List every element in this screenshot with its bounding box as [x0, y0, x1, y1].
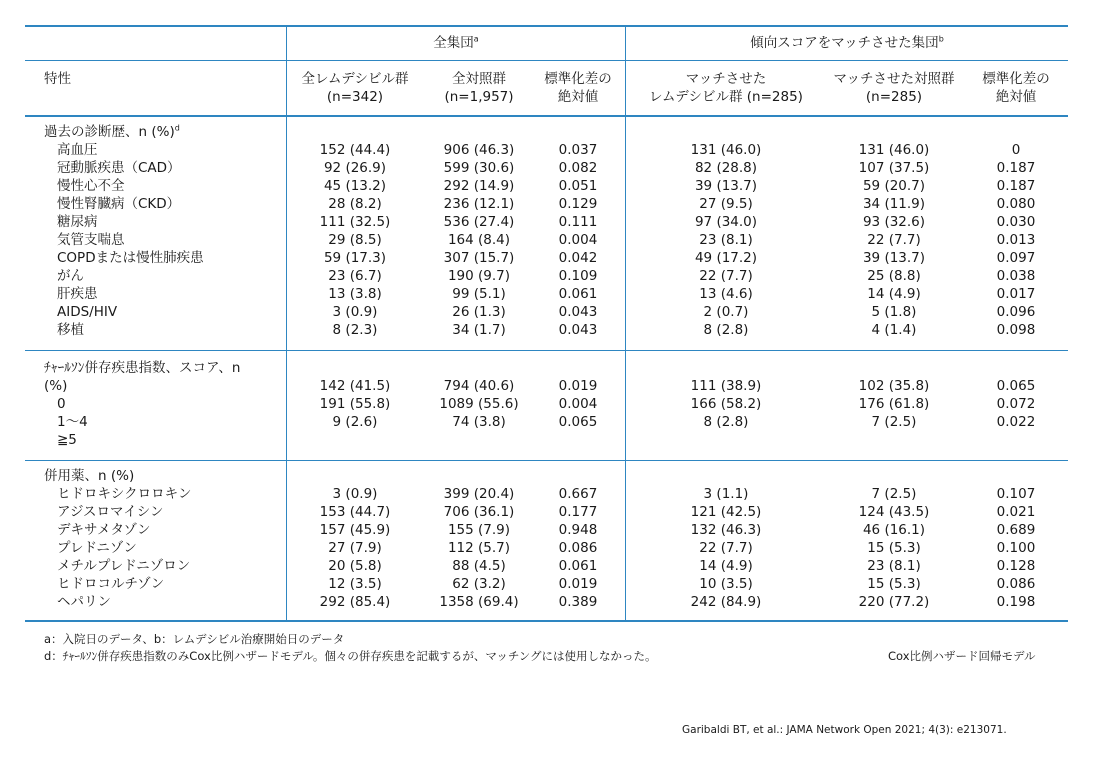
col-matched-remdesivir-line1: マッチさせた	[685, 71, 767, 87]
table-cell: 0.061	[558, 286, 598, 302]
table-cell: 0.072	[996, 396, 1036, 412]
col-matched-control-line2: (n=285)	[865, 89, 923, 105]
table-cell: 0.022	[996, 414, 1036, 430]
table-cell: 0.129	[558, 196, 598, 212]
row-label: COPDまたは慢性肺疾患	[57, 250, 204, 266]
col-matched-remdesivir-line2: レムデシビル群 (n=285)	[649, 89, 803, 105]
row-label: 慢性心不全	[57, 178, 125, 194]
row-label: 冠動脈疾患（CAD）	[57, 160, 181, 176]
rule-under-groups	[25, 60, 1068, 61]
table-cell: 121 (42.5)	[690, 504, 762, 520]
col-all-remdesivir-line2: (n=342)	[326, 89, 384, 105]
table-cell: 0.109	[558, 268, 598, 284]
table-cell: 0.177	[558, 504, 598, 520]
rule-top	[25, 25, 1068, 27]
table-cell: 166 (58.2)	[690, 396, 762, 412]
table-cell: 2 (0.7)	[703, 304, 749, 320]
rule-under-header	[25, 115, 1068, 117]
table-cell: 3 (0.9)	[332, 486, 378, 502]
row-label: アジスロマイシン	[57, 504, 164, 520]
table-row	[25, 377, 1068, 395]
table-cell: 46 (16.1)	[862, 522, 926, 538]
table-cell: 155 (7.9)	[447, 522, 511, 538]
table-cell: 152 (44.4)	[319, 142, 391, 158]
table-cell: 0.080	[996, 196, 1036, 212]
table-cell: 20 (5.8)	[328, 558, 382, 574]
group-all-label: 全集団	[433, 35, 474, 51]
row-label: 糖尿病	[57, 214, 98, 230]
table-cell: 22 (7.7)	[699, 268, 753, 284]
table-cell: 0.107	[996, 486, 1036, 502]
table-cell: 132 (46.3)	[690, 522, 762, 538]
row-label: AIDS/HIV	[57, 304, 118, 320]
table-cell: 599 (30.6)	[443, 160, 515, 176]
col-all-smd	[534, 70, 622, 106]
table-cell: 28 (8.2)	[328, 196, 382, 212]
table-cell: 0.037	[558, 142, 598, 158]
table-cell: 23 (8.1)	[699, 232, 753, 248]
table-cell: 236 (12.1)	[443, 196, 515, 212]
table-cell: 536 (27.4)	[443, 214, 515, 230]
col-matched-smd	[964, 70, 1068, 106]
table-cell: 0.065	[558, 414, 598, 430]
table-cell: 39 (13.7)	[862, 250, 926, 266]
table-cell: 14 (4.9)	[867, 286, 921, 302]
table-cell: 0.086	[996, 576, 1036, 592]
row-label: 肝疾患	[57, 286, 98, 302]
table-cell: 1358 (69.4)	[439, 594, 519, 610]
table-row	[25, 177, 1068, 195]
col-all-control-line1: 全対照群	[452, 71, 506, 87]
row-label: がん	[57, 268, 84, 284]
table-cell: 0.111	[558, 214, 598, 230]
table-cell: 0	[1011, 142, 1021, 158]
table-row	[25, 321, 1068, 339]
table-cell: 131 (46.0)	[690, 142, 762, 158]
table-cell: 7 (2.5)	[871, 414, 917, 430]
table-cell: 99 (5.1)	[452, 286, 506, 302]
table-row	[25, 213, 1068, 231]
footnote-right: Cox比例ハザード回帰モデル	[888, 649, 1036, 663]
table-cell: 25 (8.8)	[867, 268, 921, 284]
table-cell: 22 (7.7)	[867, 232, 921, 248]
table-cell: 124 (43.5)	[858, 504, 930, 520]
table-cell: 22 (7.7)	[699, 540, 753, 556]
table-row	[25, 141, 1068, 159]
group-all-sup: a	[473, 34, 479, 44]
table-cell: 794 (40.6)	[443, 378, 515, 394]
table-row	[25, 593, 1068, 611]
table-row	[25, 575, 1068, 593]
table-cell: 0.096	[996, 304, 1036, 320]
table-row	[25, 303, 1068, 321]
table-row	[25, 267, 1068, 285]
col-matched-smd-line1: 標準化差の	[982, 71, 1050, 87]
table-cell: 0.086	[558, 540, 598, 556]
table-cell: 0.021	[996, 504, 1036, 520]
table-cell: 8 (2.3)	[332, 322, 378, 338]
table-row-label	[25, 431, 1068, 449]
table-cell: 0.948	[558, 522, 598, 538]
table-cell: 8 (2.8)	[703, 414, 749, 430]
section-title-diagnoses-text: 過去の診断歴、n (%)	[44, 124, 175, 140]
row-label: 移植	[57, 322, 84, 338]
col-all-remdesivir	[290, 70, 420, 106]
table-cell: 3 (1.1)	[703, 486, 749, 502]
table-cell: 0.187	[996, 160, 1036, 176]
table-cell: 112 (5.7)	[447, 540, 511, 556]
col-characteristic: 特性	[44, 71, 71, 87]
table-cell: 8 (2.8)	[703, 322, 749, 338]
table-cell: 0.667	[558, 486, 598, 502]
table-cell: 26 (1.3)	[452, 304, 506, 320]
table-row-label	[25, 413, 1068, 431]
table-cell: 111 (32.5)	[319, 214, 391, 230]
col-all-remdesivir-line1: 全レムデシビル群	[301, 71, 409, 87]
table-cell: 74 (3.8)	[452, 414, 506, 430]
row-label: 高血圧	[57, 142, 98, 158]
table-cell: 0.689	[996, 522, 1036, 538]
row-label: 気管支喘息	[57, 232, 125, 248]
table-cell: 49 (17.2)	[694, 250, 758, 266]
rule-bottom	[25, 620, 1068, 622]
table-cell: 0.082	[558, 160, 598, 176]
rule-section-1	[25, 350, 1068, 351]
row-label: 1～4	[57, 414, 88, 430]
table-cell: 82 (28.8)	[694, 160, 758, 176]
table-row-label	[25, 395, 1068, 413]
col-all-smd-line2: 絶対値	[557, 89, 599, 105]
col-matched-smd-line2: 絶対値	[995, 89, 1037, 105]
row-label: プレドニゾン	[57, 540, 137, 556]
section-title-charlson-line1: ﾁｬｰﾙｿﾝ併存疾患指数、スコア、n	[44, 360, 241, 376]
table-cell: 190 (9.7)	[447, 268, 511, 284]
table-cell: 164 (8.4)	[447, 232, 511, 248]
table-cell: 23 (6.7)	[328, 268, 382, 284]
table-cell: 93 (32.6)	[862, 214, 926, 230]
table-cell: 220 (77.2)	[858, 594, 930, 610]
rule-section-2	[25, 460, 1068, 461]
table-row	[25, 557, 1068, 575]
table-cell: 9 (2.6)	[332, 414, 378, 430]
table-cell: 29 (8.5)	[328, 232, 382, 248]
table-cell: 34 (1.7)	[452, 322, 506, 338]
table-row	[25, 285, 1068, 303]
table-row	[25, 539, 1068, 557]
table-row	[25, 231, 1068, 249]
table-cell: 157 (45.9)	[319, 522, 391, 538]
row-label: デキサメタゾン	[57, 522, 151, 538]
table-cell: 102 (35.8)	[858, 378, 930, 394]
table-row	[25, 503, 1068, 521]
table-cell: 292 (14.9)	[443, 178, 515, 194]
table-cell: 191 (55.8)	[319, 396, 391, 412]
table-cell: 399 (20.4)	[443, 486, 515, 502]
col-all-control-line2: (n=1,957)	[444, 89, 514, 105]
table-row	[25, 249, 1068, 267]
table-cell: 107 (37.5)	[858, 160, 930, 176]
table-cell: 39 (13.7)	[694, 178, 758, 194]
table-cell: 12 (3.5)	[328, 576, 382, 592]
table-cell: 0.128	[996, 558, 1036, 574]
table-cell: 92 (26.9)	[323, 160, 387, 176]
row-label: 0	[57, 396, 66, 412]
group-all-header	[287, 34, 625, 52]
table-cell: 0.098	[996, 322, 1036, 338]
col-matched-control-line1: マッチさせた対照群	[833, 71, 955, 87]
table-cell: 0.043	[558, 322, 598, 338]
table-cell: 14 (4.9)	[699, 558, 753, 574]
table-cell: 34 (11.9)	[862, 196, 926, 212]
col-all-control	[424, 70, 534, 106]
table-cell: 111 (38.9)	[690, 378, 762, 394]
table-cell: 0.065	[996, 378, 1036, 394]
table-cell: 0.013	[996, 232, 1036, 248]
table-cell: 88 (4.5)	[452, 558, 506, 574]
table-row	[25, 159, 1068, 177]
citation: Garibaldi BT, et al.: JAMA Network Open 2021; 4(3): e213071.	[682, 724, 1007, 736]
table-cell: 906 (46.3)	[443, 142, 515, 158]
table-cell: 0.389	[558, 594, 598, 610]
table-cell: 0.042	[558, 250, 598, 266]
table-cell: 45 (13.2)	[323, 178, 387, 194]
table-cell: 706 (36.1)	[443, 504, 515, 520]
table-cell: 23 (8.1)	[867, 558, 921, 574]
table-cell: 0.187	[996, 178, 1036, 194]
group-matched-label: 傾向スコアをマッチさせた集団	[750, 35, 939, 51]
col-matched-remdesivir	[628, 70, 824, 106]
row-label: ヒドロコルチゾン	[57, 576, 165, 592]
table-cell: 15 (5.3)	[867, 576, 921, 592]
table-cell: 62 (3.2)	[452, 576, 506, 592]
table-cell: 0.030	[996, 214, 1036, 230]
section-title-diagnoses	[44, 123, 180, 141]
row-label: メチルプレドニゾロン	[57, 558, 191, 574]
table-cell: 0.019	[558, 576, 598, 592]
table-cell: 0.051	[558, 178, 598, 194]
table-cell: 97 (34.0)	[694, 214, 758, 230]
table-cell: 292 (85.4)	[319, 594, 391, 610]
table-row	[25, 195, 1068, 213]
table-cell: 7 (2.5)	[871, 486, 917, 502]
section-title-charlson-line2: (%)	[44, 378, 68, 394]
table-cell: 0.004	[558, 396, 598, 412]
footnote-line2: d：ﾁｬｰﾙｿﾝ併存疾患指数のみCox比例ハザードモデル。個々の併存疾患を記載するが、マッチングには使用しなかった。	[44, 649, 657, 663]
table-cell: 307 (15.7)	[443, 250, 515, 266]
row-label: ヒドロキシクロロキン	[57, 486, 192, 502]
row-label: ヘパリン	[57, 594, 111, 610]
table-cell: 13 (3.8)	[328, 286, 382, 302]
table-cell: 15 (5.3)	[867, 540, 921, 556]
table-cell: 0.097	[996, 250, 1036, 266]
section-title-diagnoses-sup: d	[174, 123, 180, 133]
table-cell: 0.061	[558, 558, 598, 574]
table-cell: 176 (61.8)	[858, 396, 930, 412]
group-matched-sup: b	[938, 34, 944, 44]
table-cell: 0.017	[996, 286, 1036, 302]
table-cell: 59 (20.7)	[862, 178, 926, 194]
table-cell: 4 (1.4)	[871, 322, 917, 338]
table-cell: 27 (7.9)	[328, 540, 382, 556]
col-all-smd-line1: 標準化差の	[544, 71, 612, 87]
table-cell: 59 (17.3)	[323, 250, 387, 266]
table-cell: 3 (0.9)	[332, 304, 378, 320]
section-title-concomitant: 併用薬、n (%)	[44, 468, 135, 484]
group-matched-header	[626, 34, 1068, 52]
table-cell: 13 (4.6)	[699, 286, 753, 302]
table-row	[25, 521, 1068, 539]
table-cell: 5 (1.8)	[871, 304, 917, 320]
table-cell: 0.043	[558, 304, 598, 320]
table-cell: 242 (84.9)	[690, 594, 762, 610]
table-cell: 0.019	[558, 378, 598, 394]
table-cell: 131 (46.0)	[858, 142, 930, 158]
row-label: ≧5	[57, 432, 77, 448]
col-matched-control	[824, 70, 964, 106]
table-cell: 0.100	[996, 540, 1036, 556]
table-cell: 0.198	[996, 594, 1036, 610]
table-cell: 142 (41.5)	[319, 378, 391, 394]
table-cell: 0.004	[558, 232, 598, 248]
table-cell: 27 (9.5)	[699, 196, 753, 212]
table-cell: 10 (3.5)	[699, 576, 753, 592]
table-cell: 153 (44.7)	[319, 504, 391, 520]
footnote-line1: a：入院日のデータ、b：レムデシビル治療開始日のデータ	[44, 632, 345, 646]
table-cell: 1089 (55.6)	[439, 396, 519, 412]
table-cell: 0.038	[996, 268, 1036, 284]
table-row	[25, 485, 1068, 503]
row-label: 慢性腎臓病（CKD）	[57, 196, 181, 212]
